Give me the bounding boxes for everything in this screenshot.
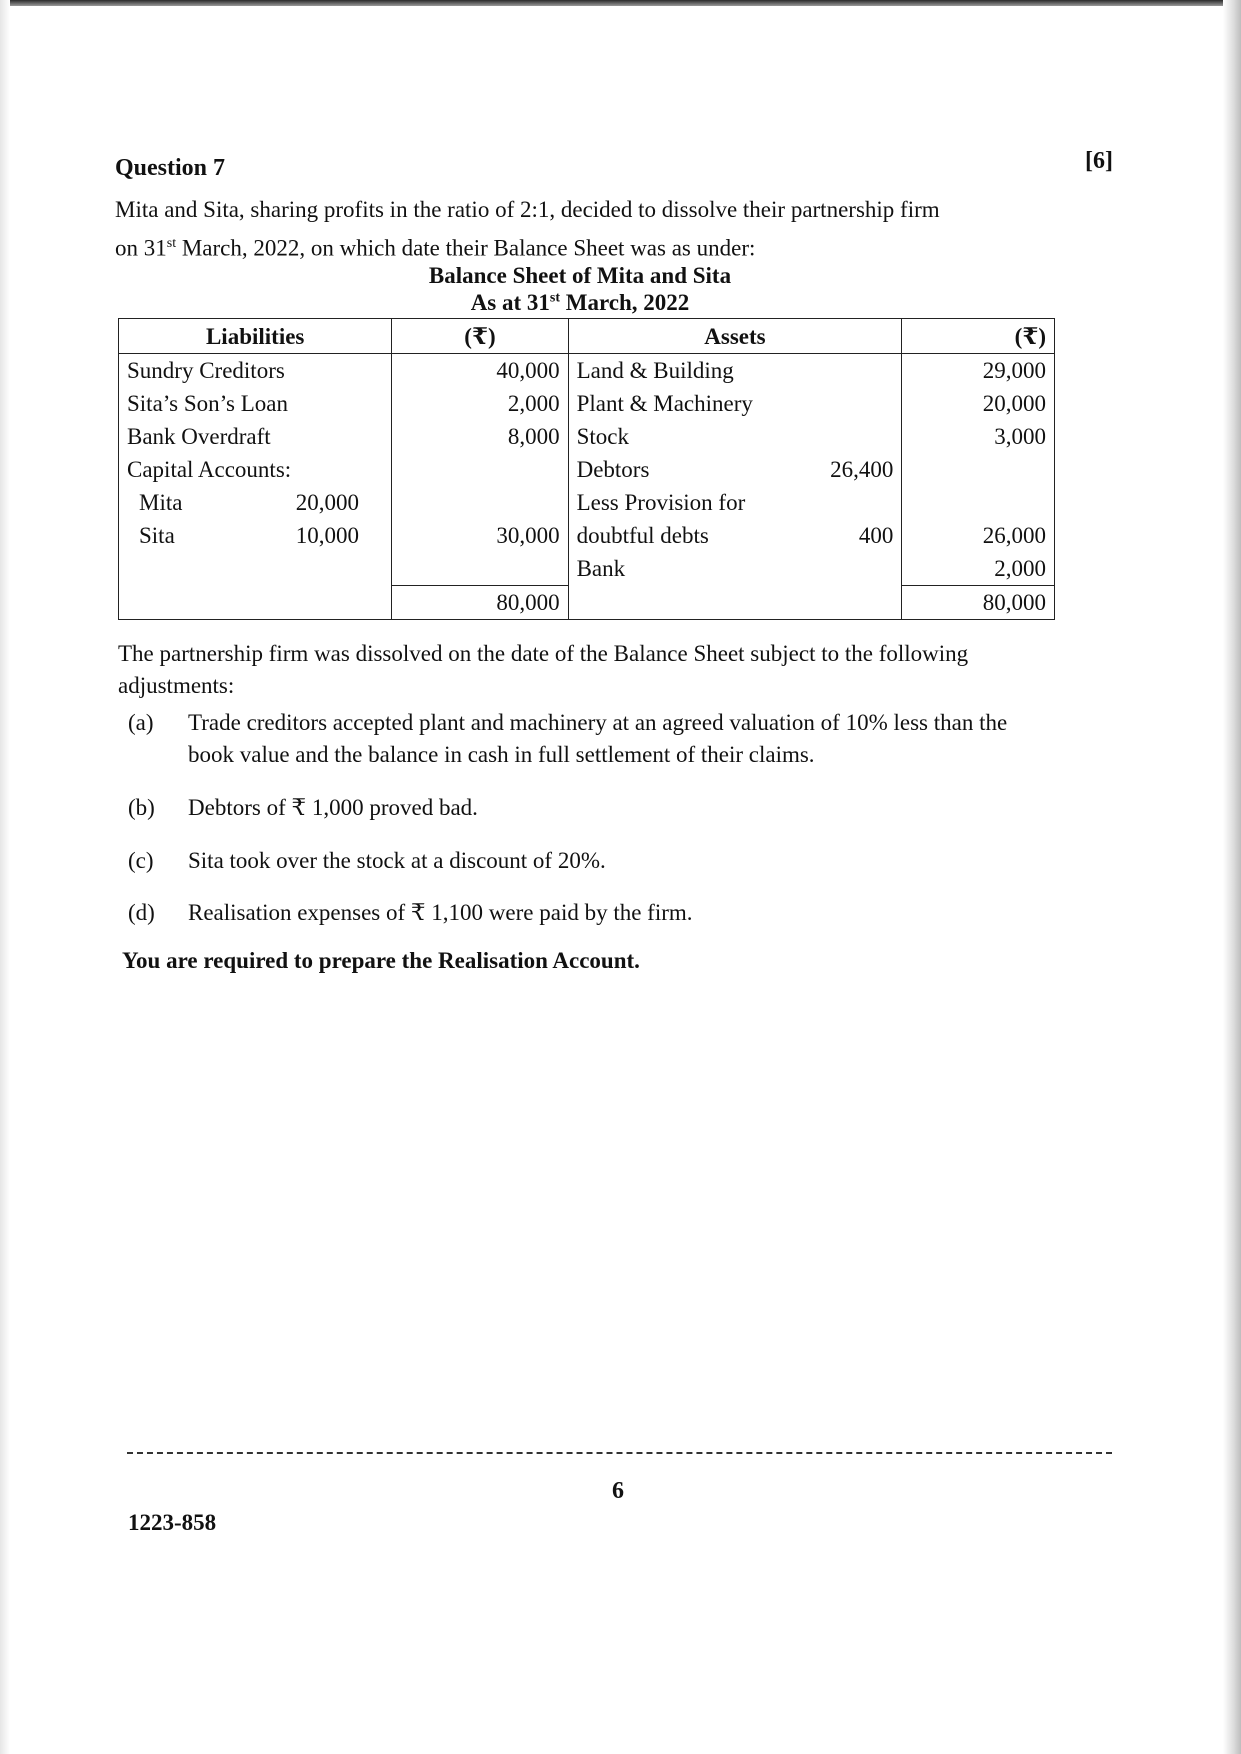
table-row: Sundry Creditors 40,000 Land & Building 29,000 [119, 354, 1055, 388]
scan-edge-left [0, 0, 10, 1754]
header-asset-amount: (₹) [902, 319, 1055, 354]
header-liab-amount: (₹) [392, 319, 568, 354]
table-row: Sita’s Son’s Loan 2,000 Plant & Machinery 20,000 [119, 387, 1055, 420]
paper-code: 1223-858 [128, 1510, 217, 1535]
capital-sita: Sita 10,000 [119, 519, 392, 552]
table-row: Sita 10,000 30,000 doubtful debts 400 26,000 [119, 519, 1055, 552]
table-row: Capital Accounts: Debtors 26,400 [119, 453, 1055, 486]
capital-mita: Mita 20,000 [119, 486, 392, 519]
header-assets: Assets [568, 319, 902, 354]
assets-total: 80,000 [902, 586, 1055, 620]
table-row: Bank 2,000 [119, 552, 1055, 586]
balance-sheet-table [118, 318, 1055, 620]
footer-divider [127, 1452, 1112, 1454]
table-total-row [119, 586, 1055, 620]
adjustment-b: (b) Debtors of ₹ 1,000 proved bad. [128, 795, 478, 820]
adjustment-a: (a) Trade creditors accepted plant and machinery at an agreed valuation of 10% less than the book value and the balance in cash in full settlement of their claims. [128, 710, 1008, 767]
header-liabilities: Liabilities [119, 319, 392, 354]
scan-edge-right [1223, 0, 1241, 1754]
dissolution-paragraph: The partnership firm was dissolved on the date of the Balance Sheet subject to the following adjustments: [118, 641, 969, 698]
intro-line-1: Mita and Sita, sharing profits in the ratio of 2:1, decided to dissolve their partnership firm [115, 197, 940, 222]
liabilities-total: 80,000 [392, 586, 568, 620]
requirement-instruction: You are required to prepare the Realisation Account. [122, 948, 640, 973]
adjustment-d: (d) Realisation expenses of ₹ 1,100 were paid by the firm. [128, 900, 693, 925]
question-title: Question 7 [115, 155, 226, 181]
balance-sheet-date: As at 31st March, 2022 [470, 290, 690, 315]
scan-edge-top [0, 0, 1241, 6]
balance-sheet-title: Balance Sheet of Mita and Sita [428, 263, 732, 288]
page-number: 6 [612, 1478, 624, 1504]
table-row: Bank Overdraft 8,000 Stock 3,000 [119, 420, 1055, 453]
question-marks: [6] [1085, 148, 1113, 174]
table-row: Mita 20,000 Less Provision for [119, 486, 1055, 519]
intro-line-2: on 31st March, 2022, on which date their Balance Sheet was as under: [115, 235, 756, 261]
intro-paragraph [115, 193, 1055, 266]
adjustment-c: (c) Sita took over the stock at a discount of 20%. [128, 848, 606, 873]
table-header-row [119, 319, 1055, 354]
